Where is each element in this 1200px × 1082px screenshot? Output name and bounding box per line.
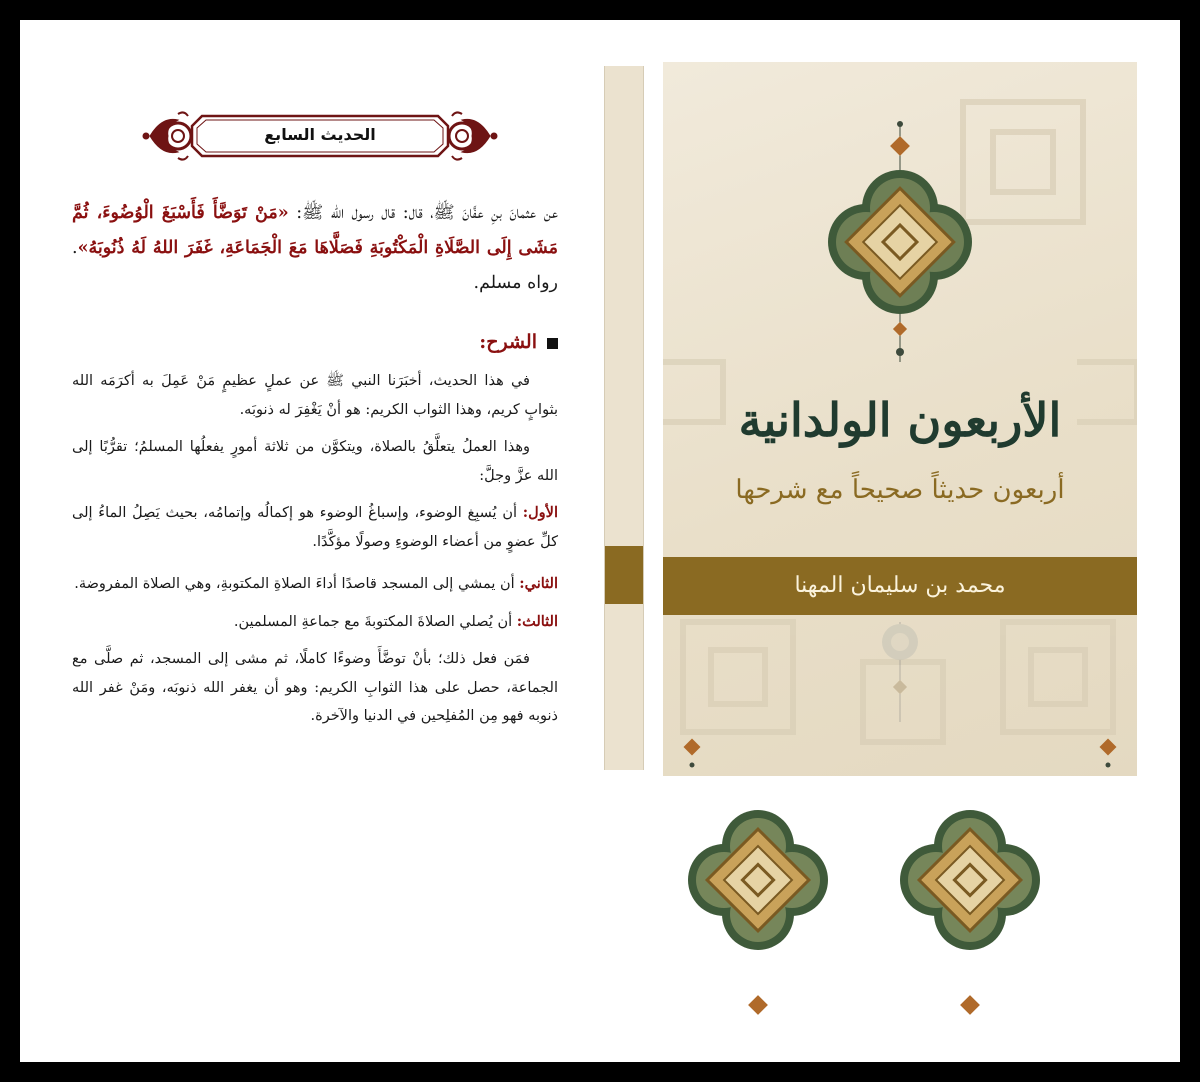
cover-author-band xyxy=(663,557,1137,615)
point-third xyxy=(72,608,558,637)
explanation-paragraph-2: وهذا العملُ يتعلَّقُ بالصلاة، ويتكوَّن من ثلاثة أمورٍ يفعلُها المسلمُ؛ تقرُّبًا إلى الله عزَّ وجلَّ: xyxy=(72,439,558,484)
sharh-heading: الشرح: xyxy=(72,327,558,357)
point-second-label: الثاني: xyxy=(519,575,558,592)
cover-title: الأربعون الولدانية xyxy=(738,393,1062,447)
point-second xyxy=(72,570,558,599)
book-page xyxy=(20,20,600,1062)
chapter-title: الحديث السابع xyxy=(264,125,376,144)
medallion-ornament-left xyxy=(688,790,828,1020)
book-cover xyxy=(663,62,1137,776)
explanation-conclusion: فمَن فعل ذلك؛ بأنْ توضَّأَ وضوءًا كاملًا، ثم مشى إلى المسجد، ثم صلَّى مع الجماعة، حصل على هذا الثوابِ الكريم: وهو أن يغفر الله ذنوبَه، ومَنْ غفر الله ذنوبه فهو مِن المُفلِحين في الدنيا والآخرة. xyxy=(72,651,558,724)
point-first-text: أن يُسبِغ الوضوء، وإسباغُ الوضوء هو إكمالُه وإتمامُه، بحيث يَصِلُ الماءُ إلى كلِّ عضوٍ من أعضاء الوضوءِ وصولًا مؤكَّدًا. xyxy=(72,505,558,550)
screenshot-canvas xyxy=(20,20,1180,1062)
cover-author: محمد بن سليمان المهنا xyxy=(794,573,1006,598)
point-second-text: أن يمشي إلى المسجد قاصدًا أداءَ الصلاةِ المكتوبةِ، وهي الصلاة المفروضة. xyxy=(74,576,515,592)
point-first xyxy=(72,499,558,556)
chapter-title-banner xyxy=(140,108,500,164)
explanation-paragraph-1: في هذا الحديث، أخبَرَنا النبي ﷺ عن عملٍ عظيمٍ مَنْ عَمِلَ به أكرَمَه الله بثوابٍ كريم، وهذا الثواب الكريم: هو أنْ يَغْفِرَ له ذنوبَه. xyxy=(72,373,558,418)
medallion-ornament-right xyxy=(900,790,1040,1020)
point-third-text: أن يُصلي الصلاةَ المكتوبةَ مع جماعةِ المسلمين. xyxy=(233,613,513,630)
page-body xyxy=(72,196,558,740)
hadith-text: «مَنْ تَوَضَّأَ فَأَسْبَغَ الْوُضُوءَ، ثُمَّ مَشَى إِلَى الصَّلَاةِ الْمَكْتُوبَةِ فَصَلَّاهَا مَعَ الْجَمَاعَةِ، غَفَرَ اللهُ لَهُ ذُنُوبَهُ» xyxy=(72,203,558,258)
spine-band xyxy=(605,546,643,604)
hadith-intro: عن عثمانَ بنِ عفَّانَ ﷺ، قال: قال رسول الله ﷺ: xyxy=(296,203,558,223)
point-third-label: الثالث: xyxy=(516,612,558,630)
point-first-label: الأول: xyxy=(522,504,558,521)
book-spine xyxy=(604,66,644,770)
hadith-source: . رواه مسلم. xyxy=(72,238,558,293)
cover-subtitle: أربعون حديثاً صحيحاً مع شرحها xyxy=(735,475,1065,505)
square-bullet-icon xyxy=(547,338,558,349)
hadith-paragraph xyxy=(72,196,558,301)
